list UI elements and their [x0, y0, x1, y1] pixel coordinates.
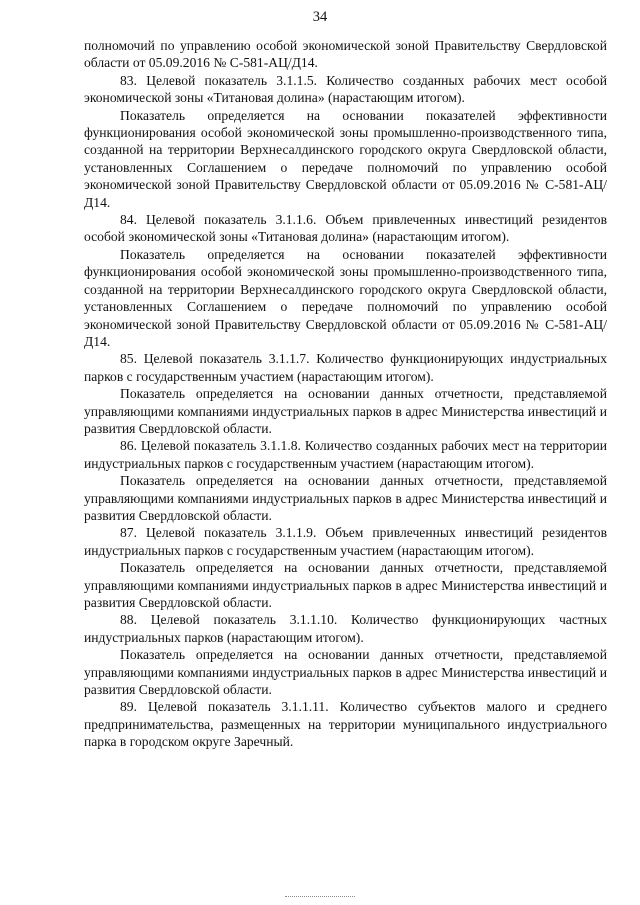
indicator-88: 88. Целевой показатель 3.1.1.10. Количество функционирующих частных индустриальных парков (нарастающим итогом). [84, 612, 607, 645]
body-paragraph: Показатель определяется на основании данных отчетности, представляемой управляющими компаниями индустриальных парков в адрес Министерства инвестиций и развития Свердловской области. [84, 647, 607, 698]
body-paragraph: Показатель определяется на основании данных отчетности, представляемой управляющими компаниями индустриальных парков в адрес Министерства инвестиций и развития Свердловской области. [84, 473, 607, 523]
paragraph-continuation: полномочий по управлению особой экономической зоной Правительству Свердловской области от 05.09.2016 № С-581-АЦ/Д14. [84, 38, 607, 71]
indicator-83: 83. Целевой показатель 3.1.1.5. Количество созданных рабочих мест особой экономической зоны «Титановая долина» (нарастающим итогом). [84, 72, 607, 106]
indicator-89: 89. Целевой показатель 3.1.1.11. Количество субъектов малого и среднего предпринимательства, размещенных на территории муниципального индустриального парка в городском округе Заречный. [84, 699, 607, 750]
indicator-87: 87. Целевой показатель 3.1.1.9. Объем привлеченных инвестиций резидентов индустриальных парков с государственным участием (нарастающим итогом). [84, 525, 607, 558]
document-body [84, 37, 607, 751]
body-paragraph: Показатель определяется на основании показателей эффективности функционирования особой экономической зоны промышленно-производственного типа, созданной на территории Верхнесалдинского городского округа Свердловской области, установленных Соглашением о передаче полномочий по управлению особой экономической зоной Правительству Свердловской области от 05.09.2016 № С-581-АЦ/Д14. [84, 246, 607, 349]
body-paragraph: Показатель определяется на основании данных отчетности, представляемой управляющими компаниями индустриальных парков в адрес Министерства инвестиций и развития Свердловской области. [84, 560, 607, 610]
body-paragraph: Показатель определяется на основании данных отчетности, представляемой управляющими компаниями индустриальных парков в адрес Министерства инвестиций и развития Свердловской области. [84, 386, 607, 436]
scan-edge-mark [285, 896, 355, 898]
indicator-86: 86. Целевой показатель 3.1.1.8. Количество созданных рабочих мест на территории индустриальных парков с государственным участием (нарастающим итогом). [84, 438, 607, 471]
page-number: 34 [312, 9, 328, 25]
body-paragraph: Показатель определяется на основании показателей эффективности функционирования особой экономической зоны промышленно-производственного типа, созданной на территории Верхнесалдинского городского округа Свердловской области, установленных Соглашением о передаче полномочий по управлению особой экономической зоной Правительству Свердловской области от 05.09.2016 № С-581-АЦ/Д14. [84, 107, 607, 210]
indicator-85: 85. Целевой показатель 3.1.1.7. Количество функционирующих индустриальных парков с государственным участием (нарастающим итогом). [84, 351, 607, 384]
indicator-84: 84. Целевой показатель 3.1.1.6. Объем привлеченных инвестиций резидентов особой экономической зоны «Титановая долина» (нарастающим итогом). [84, 212, 607, 245]
